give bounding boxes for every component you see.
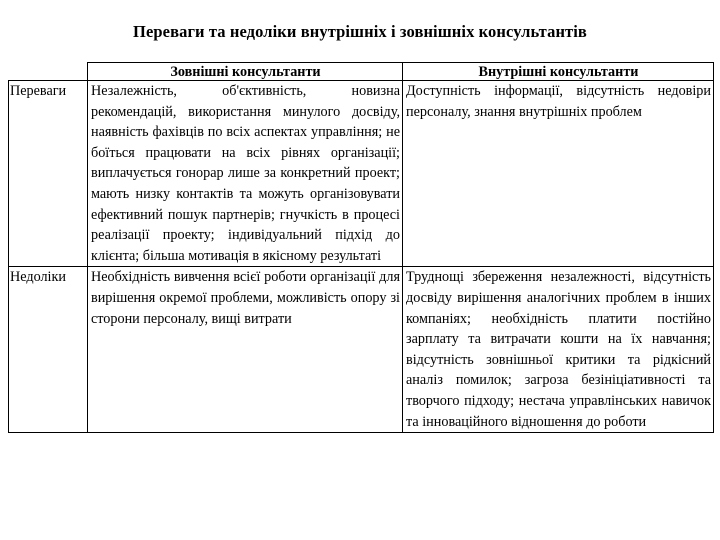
disadvantages-internal-cell: Труднощі збереження незалежності, відсутність досвіду вирішення аналогічних проблем в інших компаніях; необхідність платити постійно зарплату та витрачати кошти на їх навчання; відсутність зовнішньої критики та рідкісний аналіз помилок; загроза безініціативності та творчого підходу; нестача управлінських навичок та інноваційного відношення до роботи [403, 267, 714, 433]
table-row-disadvantages [9, 267, 714, 433]
advantages-external-cell: Незалежність, об'єктивність, новизна рекомендацій, використання минулого досвіду, наявність фахівців по всіх аспектах управління; не боїться працювати на всіх рівнях організації; виплачується гонорар лише за конкретний проект; мають низку контактів та можуть організовувати ефективний пошук партнерів; гнучкість в процесі реалізації проекту; індивідуальний підхід до клієнта; більша мотивація в якісному результаті [88, 81, 403, 267]
table-row-advantages [9, 81, 714, 267]
row-label-advantages: Переваги [9, 81, 88, 267]
disadvantages-external-cell: Необхідність вивчення всієї роботи організації для вирішення окремої проблеми, можливість опору зі сторони персоналу, вищі витрати [88, 267, 403, 433]
header-external-consultants: Зовнішні консультанти [88, 63, 403, 81]
advantages-internal-cell: Доступність інформації, відсутність недовіри персоналу, знання внутрішніх проблем [403, 81, 714, 267]
page-title: Переваги та недоліки внутрішніх і зовнішніх консультантів [133, 22, 587, 41]
comparison-table [8, 62, 714, 433]
header-empty-cell [9, 63, 88, 81]
header-internal-consultants: Внутрішні консультанти [403, 63, 714, 81]
row-label-disadvantages: Недоліки [9, 267, 88, 433]
table-header-row [9, 63, 714, 81]
